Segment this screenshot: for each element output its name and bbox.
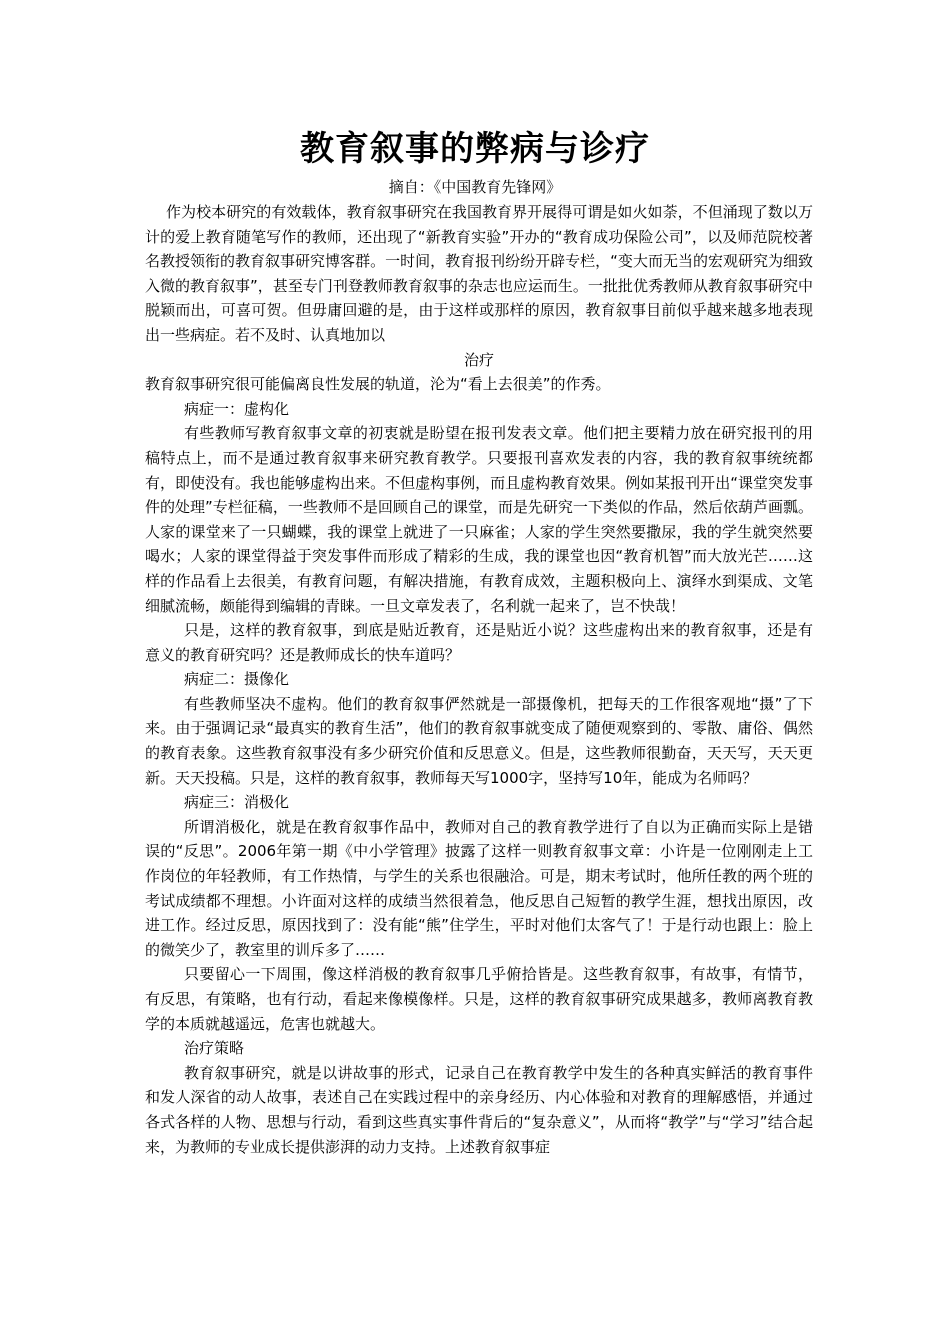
paragraph-symptom-1: 有些教师写教育叙事文章的初衷就是盼望在报刊发表文章。他们把主要精力放在研究报刊的用稿特点上，而不是通过教育叙事来研究教育教学。只要报刊喜欢发表的内容，我的教育叙事统统都有，即使没有。我也能够虚构出来。不但虚构事例，而且虚构教育效果。例如某报刊开出“课堂突发事件的处理”专栏征稿，一些教师不是回顾自己的课堂，而是先研究一下类似的作品，然后依葫芦画瓢。人家的课堂来了一只蝴蝶，我的课堂上就进了一只麻雀；人家的学生突然要撒尿，我的学生就突然要喝水；人家的课堂得益于突发事件而形成了精彩的生成，我的课堂也因“教育机智”而大放光芒……这样的作品看上去很美，有教育问题，有解决措施，有教育成效，主题积极向上、演绎水到渠成、文笔细腻流畅，颇能得到编辑的青睐。一旦文章发表了，名利就一起来了，岂不快哉！ bbox=[145, 424, 813, 615]
paragraph-intro-end: 教育叙事研究很可能偏离良性发展的轨道，沦为“看上去很美”的作秀。 bbox=[145, 375, 611, 394]
document-title: 教育叙事的弊病与诊疗 bbox=[300, 129, 650, 169]
paragraph-symptom-3-summary: 只要留心一下周围，像这样消极的教育叙事几乎俯拾皆是。这些教育叙事，有故事，有情节，有反思，有策略，也有行动，看起来像模像样。只是，这样的教育叙事研究成果越多，教师离教育教学的本质就越遥远，危害也就越大。 bbox=[145, 965, 813, 1033]
document-source: 摘自：《中国教育先锋网》 bbox=[388, 178, 562, 196]
heading-symptom-1: 病症一：虚构化 bbox=[184, 399, 290, 418]
heading-symptom-3: 病症三：消极化 bbox=[184, 793, 290, 812]
paragraph-symptom-1-question: 只是，这样的教育叙事，到底是贴近教育，还是贴近小说？这些虚构出来的教育叙事，还是有意义的教育研究吗？还是教师成长的快车道吗？ bbox=[145, 621, 813, 664]
heading-symptom-2: 病症二：摄像化 bbox=[184, 670, 290, 689]
paragraph-intro: 作为校本研究的有效载体，教育叙事研究在我国教育界开展得可谓是如火如荼，不但涌现了数以万计的爱上教育随笔写作的教师，还出现了“新教育实验”开办的“教育成功保险公司”，以及师范院校著名教授领衔的教育叙事研究博客群。一时间，教育报刊纷纷开辟专栏，“变大而无当的宏观研究为细致入微的教育叙事”，甚至专门刊登教师教育叙事的杂志也应运而生。一批批优秀教师从教育叙事研究中脱颖而出，可喜可贺。但毋庸回避的是，由于这样或那样的原因，教育叙事目前似乎越来越多地表现出一些病症。若不及时、认真地加以 bbox=[145, 203, 813, 344]
paragraph-treatment: 教育叙事研究，就是以讲故事的形式，记录自己在教育教学中发生的各种真实鲜活的教育事件和发人深省的动人故事，表述自己在实践过程中的亲身经历、内心体验和对教育的理解感悟，并通过各式各样的人物、思想与行动，看到这些真实事件背后的“复杂意义”，从而将“教学”与“学习”结合起来，为教师的专业成长提供澎湃的动力支持。上述教育叙事症 bbox=[145, 1063, 813, 1156]
paragraph-wrap-treatment: 治疗 bbox=[463, 350, 494, 369]
paragraph-symptom-3: 所谓消极化，就是在教育叙事作品中，教师对自己的教育教学进行了自以为正确而实际上是错误的“反思”。2006年第一期《中小学管理》披露了这样一则教育叙事文章：小许是一位刚刚走上工作岗位的年轻教师，有工作热情，与学生的关系也很融洽。可是，期末考试时，他所任教的两个班的考试成绩都不理想。小许面对这样的成绩当然很着急，他反思自己短暂的教学生涯，想找出原因，改进工作。经过反思，原因找到了：没有能“熊”住学生，平时对他们太客气了！于是行动也跟上：脸上的微笑少了，教室里的训斥多了…… bbox=[145, 817, 813, 959]
paragraph-symptom-2: 有些教师坚决不虚构。他们的教育叙事俨然就是一部摄像机，把每天的工作很客观地“摄”了下来。由于强调记录“最真实的教育生活”，他们的教育叙事就变成了随便观察到的、零散、庸俗、偶然的教育表象。这些教育叙事没有多少研究价值和反思意义。但是，这些教师很勤奋，天天写，天天更新。天天投稿。只是，这样的教育叙事，教师每天写1000字，坚持写10年，能成为名师吗？ bbox=[145, 694, 813, 787]
heading-treatment: 治疗策略 bbox=[184, 1039, 245, 1058]
document-body bbox=[145, 200, 813, 1159]
